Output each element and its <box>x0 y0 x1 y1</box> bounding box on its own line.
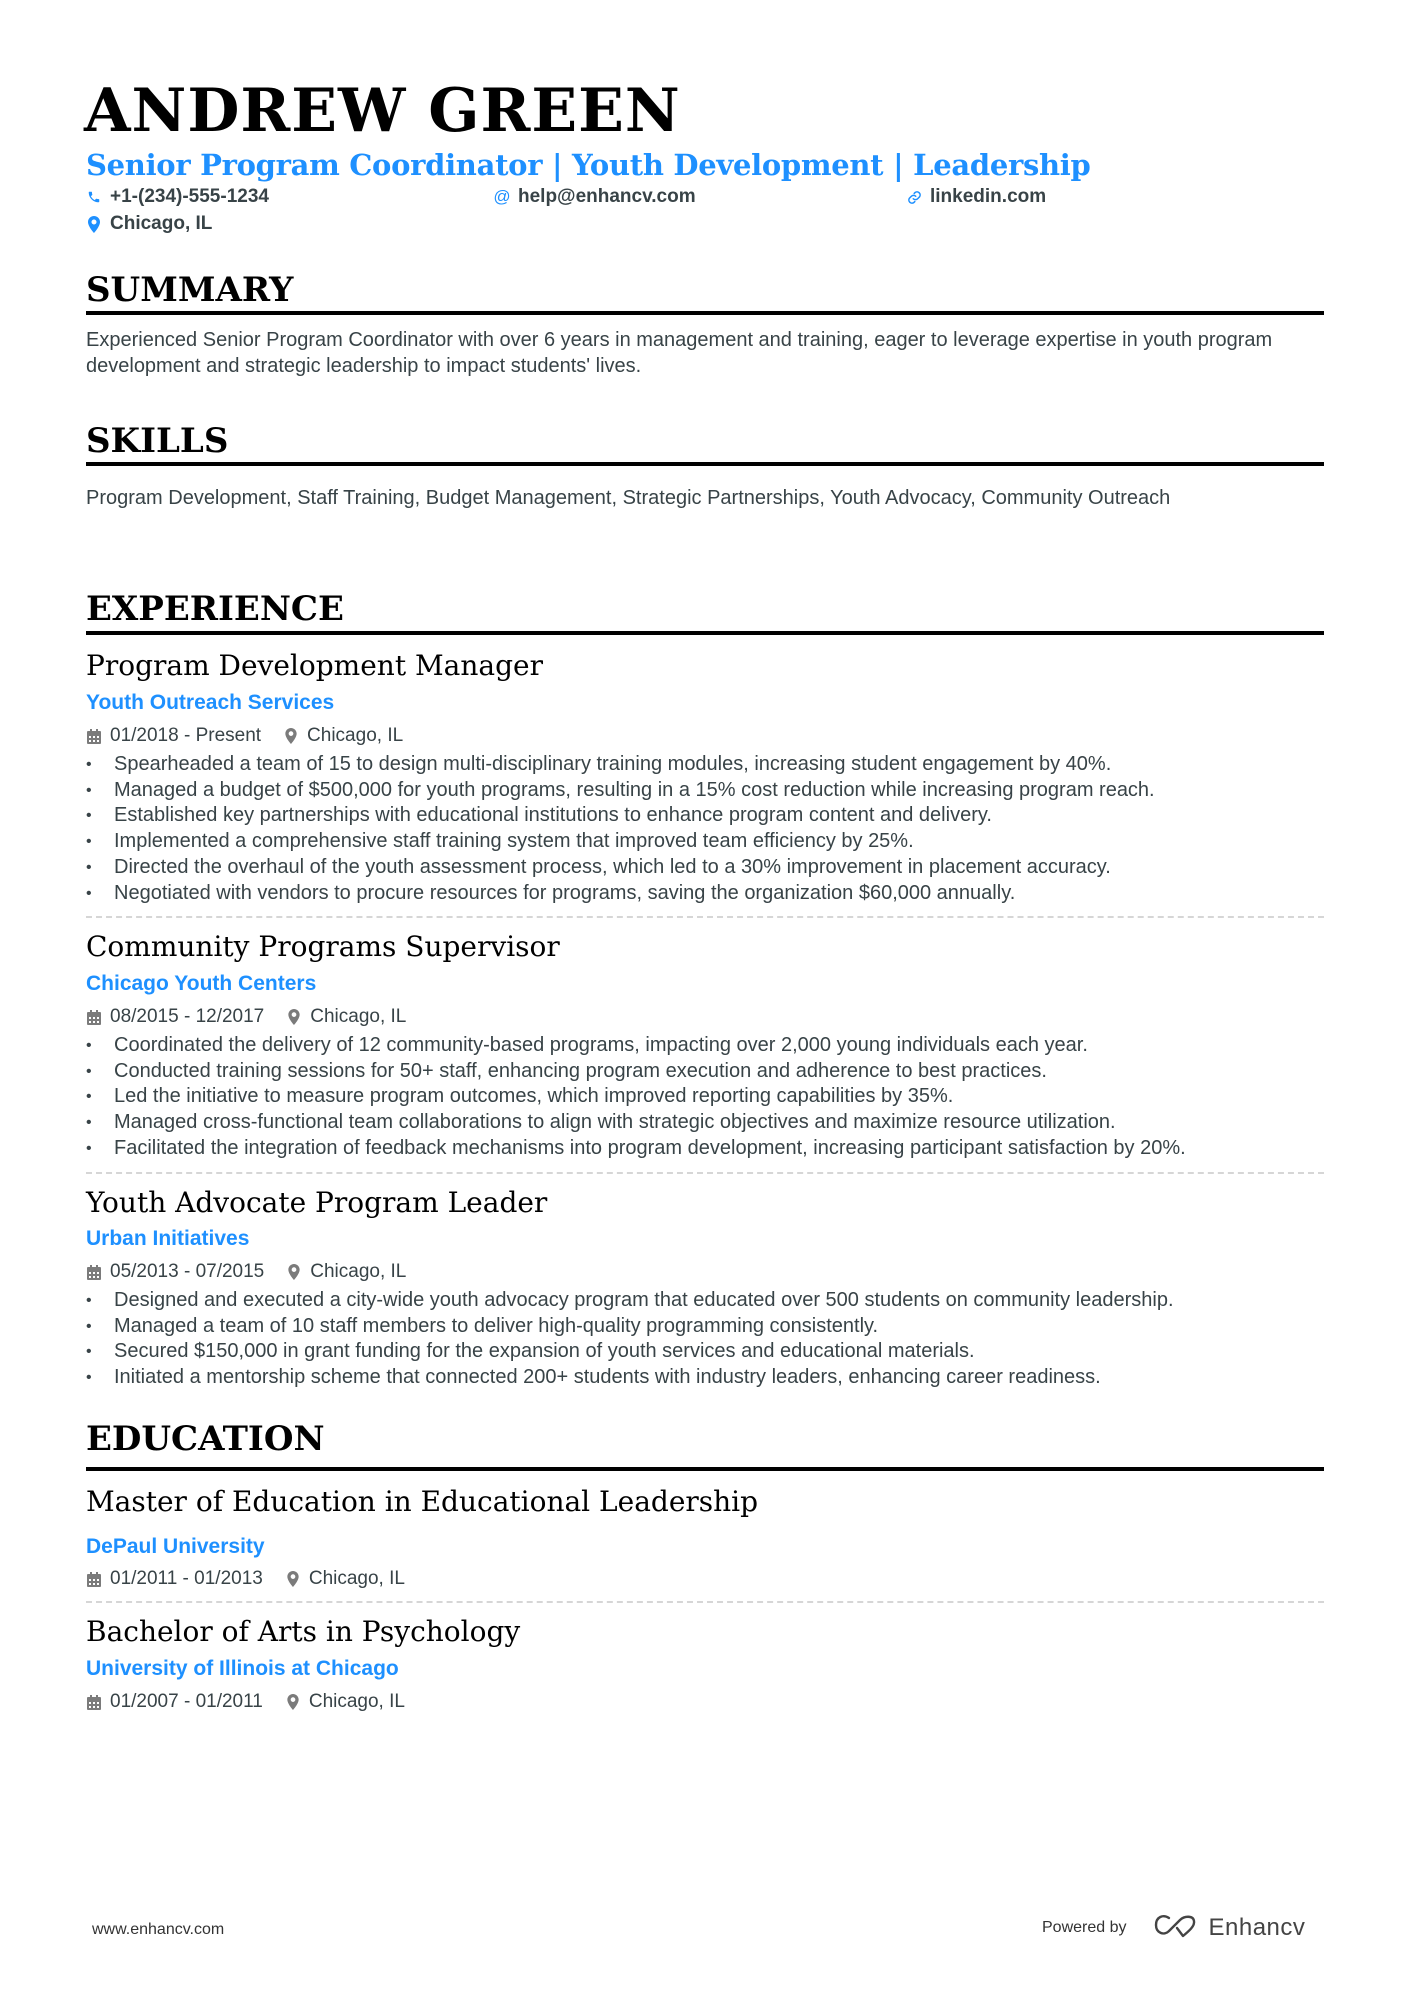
education-meta <box>86 1690 405 1714</box>
map-pin-icon <box>286 1008 302 1026</box>
education-meta <box>86 1567 405 1591</box>
footer-powered-by <box>1042 1912 1305 1943</box>
entry-divider <box>86 1172 1324 1174</box>
bullet-item: • Managed a budget of $500,000 for youth programs, resulting in a 15% cost reduction while increasing program reach. <box>86 778 1336 804</box>
calendar-icon <box>86 1693 102 1711</box>
enhancv-brand: Enhancv <box>1208 1913 1306 1941</box>
contact-email[interactable] <box>494 185 696 209</box>
bullet-item: • Initiated a mentorship scheme that connected 200+ students with industry leaders, enhancing career readiness. <box>86 1365 1336 1391</box>
job-dates: 08/2015 - 12/2017 <box>110 1006 265 1027</box>
job-dates: 01/2018 - Present <box>110 725 262 746</box>
education-location: Chicago, IL <box>308 1691 405 1712</box>
job-title: Community Programs Supervisor <box>86 930 560 963</box>
section-rule <box>86 462 1324 466</box>
section-heading-skills: SKILLS <box>86 421 229 461</box>
entry-divider <box>86 916 1324 918</box>
summary-text: Experienced Senior Program Coordinator with over 6 years in management and training, eager to leverage expertise in youth program development and strategic leadership to impact students' lives. <box>86 329 1273 377</box>
enhancv-logo-icon <box>1153 1912 1199 1943</box>
calendar-icon <box>86 1008 102 1026</box>
education-location: Chicago, IL <box>308 1568 405 1589</box>
map-pin-icon <box>285 1570 301 1588</box>
bullet-item: • Designed and executed a city-wide youth advocacy program that educated over 500 students on community leadership. <box>86 1288 1336 1314</box>
map-pin-icon <box>283 727 299 745</box>
bullet-item: • Managed a team of 10 staff members to deliver high-quality programming consistently. <box>86 1314 1336 1340</box>
job-meta <box>86 724 403 748</box>
section-rule <box>86 631 1324 635</box>
job-dates: 05/2013 - 07/2015 <box>110 1261 265 1282</box>
calendar-icon <box>86 1570 102 1588</box>
job-meta <box>86 1005 406 1029</box>
section-heading-education: EDUCATION <box>86 1419 325 1459</box>
job-bullets <box>86 1033 1336 1162</box>
degree-title: Master of Education in Educational Leadership <box>86 1485 759 1518</box>
job-location: Chicago, IL <box>307 725 404 746</box>
candidate-name: ANDREW GREEN <box>84 76 681 146</box>
degree-title: Bachelor of Arts in Psychology <box>86 1615 521 1648</box>
bullet-item: • Directed the overhaul of the youth assessment process, which led to a 30% improvement in placement accuracy. <box>86 855 1336 881</box>
bullet-item: • Spearheaded a team of 15 to design multi-disciplinary training modules, increasing student engagement by 40%. <box>86 752 1336 778</box>
linkedin-link[interactable]: linkedin.com <box>930 186 1047 207</box>
job-bullets <box>86 752 1336 906</box>
education-dates: 01/2007 - 01/2011 <box>110 1691 263 1712</box>
section-rule <box>86 311 1324 315</box>
candidate-title: Senior Program Coordinator | Youth Development | Leadership <box>86 148 1091 182</box>
bullet-item: • Secured $150,000 in grant funding for the expansion of youth services and educational materials. <box>86 1339 1336 1365</box>
phone-icon <box>86 188 102 206</box>
bullet-item: • Conducted training sessions for 50+ staff, enhancing program execution and adherence to best practices. <box>86 1059 1336 1085</box>
job-meta <box>86 1260 406 1284</box>
footer-website-link[interactable]: www.enhancv.com <box>92 1921 225 1938</box>
job-title: Youth Advocate Program Leader <box>86 1186 548 1219</box>
job-location: Chicago, IL <box>310 1261 407 1282</box>
company-name: Youth Outreach Services <box>86 691 335 714</box>
contact-phone <box>86 185 269 209</box>
company-name: Urban Initiatives <box>86 1227 250 1250</box>
map-pin-icon <box>286 1263 302 1281</box>
entry-divider <box>86 1601 1324 1603</box>
map-pin-icon <box>285 1693 301 1711</box>
contact-location <box>86 212 212 236</box>
education-dates: 01/2011 - 01/2013 <box>110 1568 263 1589</box>
link-icon <box>906 188 922 206</box>
job-bullets <box>86 1288 1336 1391</box>
job-location: Chicago, IL <box>310 1006 407 1027</box>
at-icon: @ <box>493 187 511 206</box>
phone-text: +1-(234)-555-1234 <box>110 186 269 207</box>
school-name: DePaul University <box>86 1535 265 1558</box>
bullet-item: • Led the initiative to measure program outcomes, which improved reporting capabilities by 35%. <box>86 1084 1336 1110</box>
location-text: Chicago, IL <box>110 213 213 234</box>
bullet-item: • Managed cross-functional team collaborations to align with strategic objectives and maximize resource utilization. <box>86 1110 1336 1136</box>
section-heading-summary: SUMMARY <box>86 270 294 310</box>
map-pin-icon <box>86 215 102 233</box>
skills-text: Program Development, Staff Training, Budget Management, Strategic Partnerships, Youth Advocacy, Community Outreach <box>86 487 1171 509</box>
bullet-item: • Negotiated with vendors to procure resources for programs, saving the organization $60,000 annually. <box>86 881 1336 907</box>
job-title: Program Development Manager <box>86 649 543 682</box>
powered-by-label: Powered by <box>1042 1918 1127 1936</box>
company-name: Chicago Youth Centers <box>86 972 317 995</box>
email-link[interactable]: help@enhancv.com <box>518 186 696 207</box>
calendar-icon <box>86 727 102 745</box>
bullet-item: • Coordinated the delivery of 12 community-based programs, impacting over 2,000 young individuals each year. <box>86 1033 1336 1059</box>
bullet-item: • Implemented a comprehensive staff training system that improved team efficiency by 25%. <box>86 829 1336 855</box>
section-heading-experience: EXPERIENCE <box>86 589 344 629</box>
bullet-item: • Established key partnerships with educational institutions to enhance program content and delivery. <box>86 803 1336 829</box>
section-rule <box>86 1467 1324 1471</box>
school-name: University of Illinois at Chicago <box>86 1657 399 1680</box>
bullet-item: • Facilitated the integration of feedback mechanisms into program development, increasing participant satisfaction by 20%. <box>86 1136 1336 1162</box>
calendar-icon <box>86 1263 102 1281</box>
contact-linkedin[interactable] <box>906 185 1046 209</box>
